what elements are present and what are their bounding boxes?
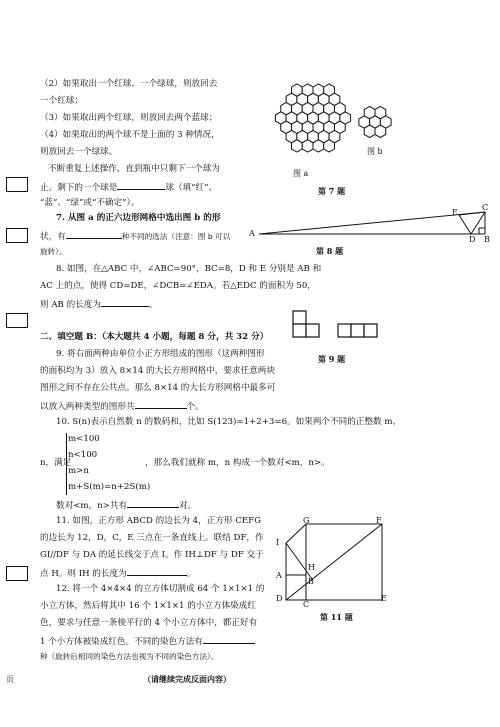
q12-line1: 12. 将一个 4×4×4 的立方体切割成 64 个 1×1×1 的 <box>56 584 265 594</box>
q10-condition-4: m+S(m)=n+2S(m) <box>68 482 151 492</box>
figure-9-caption: 第 9 题 <box>318 354 346 364</box>
i-tile-square-1 <box>338 324 351 337</box>
q12-line4 <box>40 634 255 648</box>
fig11-label-a: A <box>276 571 282 580</box>
q11-line4 <box>40 566 195 580</box>
q6-line4: （4）如果取出的两个球不是上面的 3 种情况， <box>40 130 220 140</box>
hex-cell-b <box>375 125 386 137</box>
q9-line3: 图形之间不存在公共点。那么 8×14 的大长方形网格中最多可 <box>40 383 276 393</box>
square-cefg <box>306 524 382 600</box>
q6-line7-post: 球（填“红”、 <box>165 183 218 193</box>
q7-line1: 7. 从图 a 的正六边形网格中选出图 b 的形 <box>56 213 221 223</box>
fig8-label-c: C <box>482 203 489 212</box>
segment-de <box>459 215 471 234</box>
q6-line2: 一个红球； <box>40 96 83 106</box>
section-b-heading: 二、填空题 B：（本大题共 4 小题，每题 8 分，共 32 分） <box>40 332 269 342</box>
footer-page-mark: 页 <box>6 675 14 684</box>
hex-cell-a <box>324 140 335 152</box>
q12-line3: 色，要求与任意一条棱平行的 4 个小立方体中，都正好有 <box>40 618 258 628</box>
hex-cell-a <box>313 140 324 152</box>
figure-7a-label: 图 a <box>293 169 309 178</box>
q6-line3: （3）如果取出两个红球，则放回去两个蓝球； <box>40 113 218 123</box>
q11-score-box[interactable] <box>6 566 28 581</box>
q10-condition-1: m<100 <box>68 434 100 444</box>
q11-line2: 的边长为 12，D，C，E 三点在一条直线上。联结 DF，作 <box>40 533 264 543</box>
l-tile-square-1 <box>293 311 306 324</box>
q9-line1: 9. 将右面两种由单位小正方形组成的图形（这两种图形 <box>56 349 265 359</box>
q7-line3: 旋转）。 <box>40 247 67 256</box>
q11-line4-pre: 点 H。则 IH 的长度为 <box>40 569 127 579</box>
q7-line2-pre: 状，有 <box>40 232 66 242</box>
line-df <box>286 524 382 600</box>
figure-8-triangle <box>247 200 497 250</box>
q11-line1: 11. 如图，正方形 ABCD 的边长为 4，正方形 CEFG <box>56 516 261 526</box>
i-tile-square-3 <box>364 324 377 337</box>
q10-condition-prefix: n，满足 <box>40 458 72 468</box>
q10-line-end <box>56 498 196 512</box>
q11-answer-blank[interactable] <box>127 566 187 576</box>
figure-7b-label: 图 b <box>367 147 383 156</box>
fig11-label-c: C <box>303 600 310 609</box>
l-tile-square-2 <box>293 324 306 337</box>
q6-score-box[interactable] <box>6 177 28 192</box>
fig11-label-d: D <box>276 594 283 603</box>
q9-line4-pre: 以放入两种类型的图形共 <box>40 402 135 412</box>
q6-line7 <box>40 180 217 194</box>
fig11-label-g: G <box>303 516 310 525</box>
hex-cell-a <box>292 140 303 152</box>
q9-line2: 的面积均为 3）放入 8×14 的大长方形网格中，要求任意两块 <box>40 366 275 376</box>
q10-line-end-pre: 数对<m，n>共有 <box>56 501 128 511</box>
fig11-label-h: H <box>308 563 315 572</box>
fig11-label-i: I <box>276 538 280 547</box>
q6-line6: 不断重复上述操作，直到瓶中只剩下一个球为 <box>48 164 220 174</box>
q9-line4-post: 个。 <box>186 402 204 412</box>
q10-condition-suffix: ，那么我们就称 m，n 构成一个数对<m，n>。 <box>145 458 330 468</box>
q8-line2: AC 上的点，使得 CD=DE，∠DCB=∠EDA。若△EDC 的面积为 50， <box>40 281 316 291</box>
fig8-label-b: B <box>484 235 490 244</box>
fig8-label-e: E <box>452 208 458 217</box>
q7-line2 <box>40 229 230 243</box>
q9-line4 <box>40 399 204 413</box>
figure-11-squares <box>280 512 390 607</box>
fig8-label-d: D <box>469 235 476 244</box>
figure-7-caption: 第 7 题 <box>318 186 346 196</box>
footer-continue-note: （请继续完成反面内容） <box>143 674 231 684</box>
q12-line5: 种（旋转后相同的染色方法也视为不同的染色方法）。 <box>40 652 219 661</box>
q6-line7-pre: 止。剩下的一个球是 <box>40 183 118 193</box>
fig11-label-e: E <box>381 594 387 603</box>
q8-answer-blank[interactable] <box>101 297 149 307</box>
q6-line5: 则放回去一个绿球。 <box>40 147 118 157</box>
q7-score-box[interactable] <box>6 228 28 243</box>
hex-cell-b <box>364 125 375 137</box>
q12-line2: 小立方体，然后将其中 16 个 1×1×1 的小立方体染成红 <box>40 601 256 611</box>
q10-condition-2: n<100 <box>68 450 98 460</box>
figure-7-hex-grid <box>255 70 500 180</box>
right-angle-mark <box>479 228 485 234</box>
q8-line3-pre: 则 AB 的长度为 <box>40 300 101 310</box>
q11-line3: GI//DF 与 DA 的延长线交于点 I。作 IH⊥DF 与 DF 交于 <box>40 550 264 560</box>
square-abcd <box>286 575 306 600</box>
q8-score-box[interactable] <box>6 313 28 328</box>
q10-condition-3: m>n <box>68 466 89 476</box>
figure-8-caption: 第 8 题 <box>316 246 344 256</box>
q6-line1: （2）如果取出一个红球、一个绿球，则放回去 <box>40 79 218 89</box>
q6-line8: “蓝”、“绿”或“不确定”）。 <box>40 198 140 208</box>
figure-11-caption: 第 11 题 <box>320 612 353 622</box>
fig11-label-f: F <box>376 516 382 525</box>
line-gi <box>286 524 306 543</box>
fig11-label-b: B <box>308 577 314 586</box>
q8-line3 <box>40 297 158 311</box>
segment-ce <box>459 212 485 215</box>
i-tile-square-2 <box>351 324 364 337</box>
q7-line2-post: 种不同的选法（注意：图 b 可以 <box>121 232 231 241</box>
q8-line3-post: 。 <box>148 300 158 310</box>
q7-answer-blank[interactable] <box>66 229 122 239</box>
q10-answer-blank[interactable] <box>127 498 179 508</box>
q11-line4-post: 。 <box>186 569 196 579</box>
q12-answer-blank[interactable] <box>203 634 255 644</box>
q10-line-end-post: 对。 <box>179 501 197 511</box>
q8-line1: 8. 如图，在△ABC 中，∠ABC=90°，BC=8，D 和 E 分别是 AB 和 <box>56 264 322 274</box>
q10-line1: 10. S(n)表示自然数 n 的数码和，比如 S(123)=1+2+3=6。如果两个不同的正整数 m、 <box>56 417 402 427</box>
q6-answer-blank[interactable] <box>117 180 165 190</box>
figure-9-tiles <box>290 308 400 350</box>
line-ih <box>286 543 312 579</box>
hex-cell-a <box>302 140 313 152</box>
q9-answer-blank[interactable] <box>135 399 187 409</box>
q12-line4-pre: 1 个小方体被染成红色。不同的染色方法有 <box>40 637 203 647</box>
segment-cd <box>471 212 485 234</box>
l-tile-square-3 <box>306 324 319 337</box>
fig8-label-a: A <box>249 229 255 238</box>
q10-condition-brace <box>66 433 67 495</box>
